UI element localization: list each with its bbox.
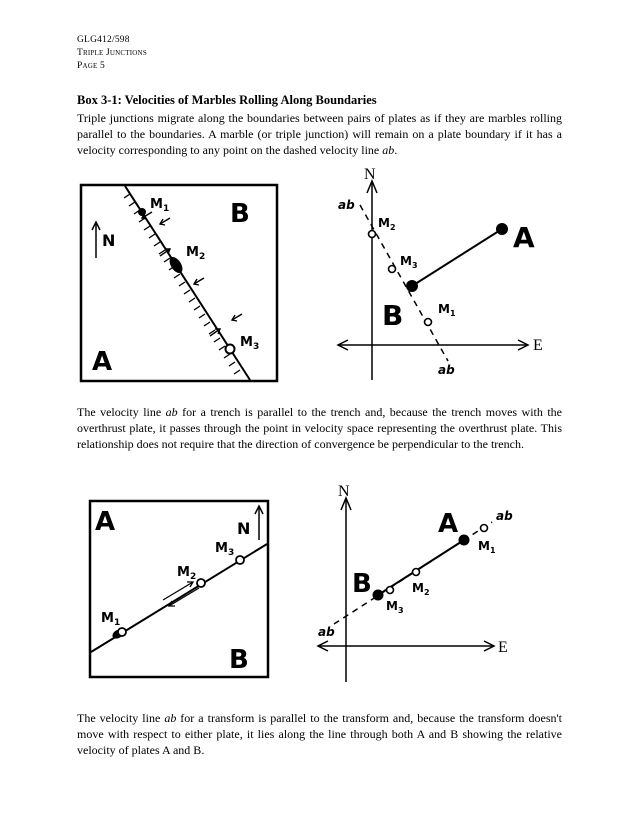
marble-2 xyxy=(197,579,205,587)
ab-label-bottom: ab xyxy=(438,363,455,377)
marble-3 xyxy=(226,345,235,354)
marble-label-1: $M_1$ xyxy=(478,539,496,555)
plate-b-point xyxy=(373,590,384,601)
marble-label-1: $M_1$ xyxy=(438,302,456,318)
marble-3-point xyxy=(389,266,396,273)
trench-caption-1: The velocity line xyxy=(77,405,166,419)
trench-caption xyxy=(77,404,562,452)
transform-velocity-figure xyxy=(312,482,542,692)
east-label: E xyxy=(533,337,543,354)
east-label: E xyxy=(498,639,508,656)
plate-b-label: B xyxy=(382,299,404,332)
ab-label-top: ab xyxy=(338,198,355,212)
north-arrow xyxy=(92,222,100,258)
marble-3-point xyxy=(387,587,394,594)
marble-1-point xyxy=(481,525,488,532)
section-name: Triple Junctions xyxy=(77,48,147,58)
plate-a-label: A xyxy=(513,221,535,254)
plate-a-label: A xyxy=(438,509,459,539)
relative-velocity-line xyxy=(412,229,502,286)
marble-label-2: $M_2$ xyxy=(412,581,430,597)
marble-label-3: $M_3$ xyxy=(215,541,235,558)
intro-text-2: . xyxy=(394,143,398,157)
marble-1 xyxy=(138,208,146,216)
plate-b-point xyxy=(406,280,418,292)
slip-arrows xyxy=(163,582,199,606)
north-label: N xyxy=(102,231,116,250)
marble-label-2: $M_2$ xyxy=(378,216,396,232)
marble-label-2: $M_2$ xyxy=(177,565,197,582)
trench-map-figure xyxy=(80,184,280,384)
marble-label-2: $M_2$ xyxy=(186,245,206,262)
page-header xyxy=(77,34,147,73)
marble-3 xyxy=(236,556,244,564)
plate-b-label: B xyxy=(230,199,250,229)
north-arrow xyxy=(255,506,263,540)
trench-caption-2: for a trench is parallel to the trench and, because the trench moves with the overthrust plate, it passes through the point in velocity space representing the overthrust plate. This relationship does not require that the direction of convergence be perpendicular to the trench. xyxy=(77,405,562,451)
marble-label-3: $M_3$ xyxy=(240,335,260,352)
north-label: N xyxy=(237,519,251,538)
plate-b-label: B xyxy=(352,569,372,599)
ab-velocity-line xyxy=(360,205,448,361)
north-label: N xyxy=(364,166,376,183)
transform-caption xyxy=(77,710,562,758)
box-title: Box 3-1: Velocities of Marbles Rolling Along Boundaries xyxy=(77,93,377,107)
intro-paragraph xyxy=(77,110,562,158)
marble-label-1: $M_1$ xyxy=(101,611,121,628)
plate-b-label: B xyxy=(229,645,249,675)
marble-label-3: $M_3$ xyxy=(400,254,418,270)
marble-2-point xyxy=(413,569,420,576)
plate-a-point xyxy=(459,535,470,546)
plate-a-label: A xyxy=(92,347,113,377)
transform-map-figure xyxy=(89,500,271,680)
intro-text-1: Triple junctions migrate along the boundaries between pairs of plates as if they are marbles rolling parallel to the boundaries. A marble (or triple junction) will remain on a plate boundary if it has a velocity corresponding to any point on the dashed velocity line xyxy=(77,111,562,157)
marble-1-point xyxy=(425,319,432,326)
north-label: N xyxy=(338,483,350,500)
marble-2-point xyxy=(369,231,376,238)
ab-label-top: ab xyxy=(496,509,513,523)
transform-caption-1: The velocity line xyxy=(77,711,165,725)
trench-velocity-figure xyxy=(330,165,560,385)
ab-label-bottom: ab xyxy=(318,625,335,639)
page-number: Page 5 xyxy=(77,61,105,71)
convergence-arrows xyxy=(142,212,242,336)
plate-a-label: A xyxy=(95,507,116,537)
trench-caption-ab: ab xyxy=(165,405,178,419)
transform-caption-2: for a transform is parallel to the transform and, because the transform doesn't move with respect to either plate, it lies along the line through both A and B showing the relative velocity of plates A and B. xyxy=(77,711,563,757)
marble-label-3: $M_3$ xyxy=(386,599,404,615)
trench-teeth xyxy=(124,194,240,374)
course-code: GLG412/598 xyxy=(77,35,130,45)
transform-caption-ab: ab xyxy=(164,711,177,725)
intro-ab: ab xyxy=(382,143,395,157)
marble-label-1: $M_1$ xyxy=(150,197,170,214)
plate-a-point xyxy=(496,223,508,235)
